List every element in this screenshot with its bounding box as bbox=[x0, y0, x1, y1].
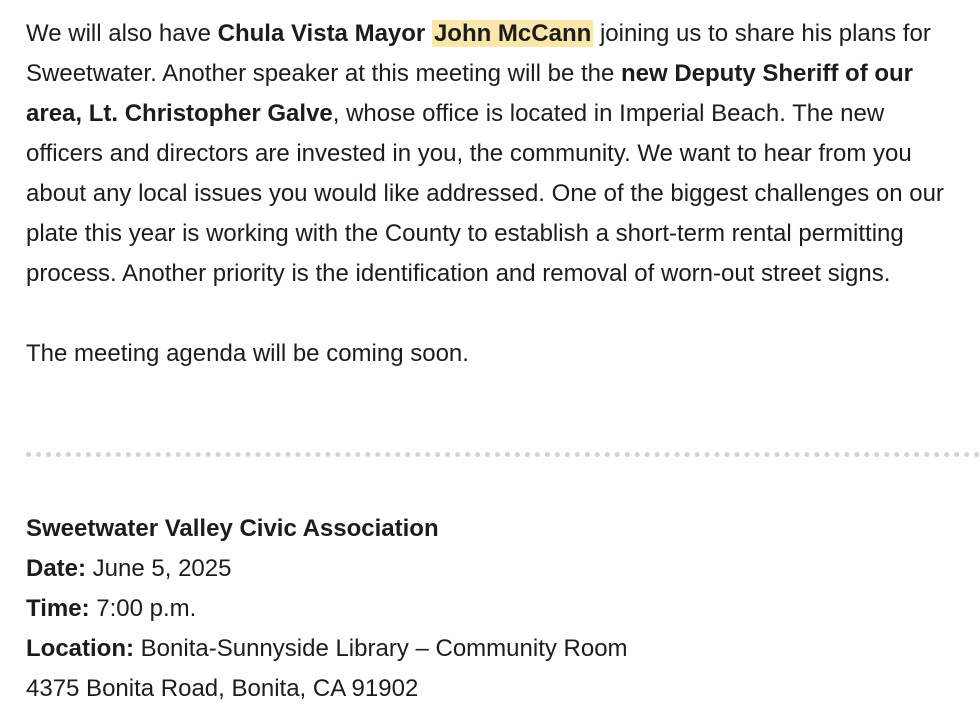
dotted-divider bbox=[26, 452, 980, 457]
deputy-sheriff-name: new Deputy Sheriff of our area, Lt. Christopher Galve bbox=[26, 60, 914, 127]
body-text-2: , whose office is located in Imperial Beach. The new officers and directors are invested in you, the community. We want to hear from you about any local issues you would like addressed. One of the biggest challenges on our plate this year is working with the County to establish a short-term rental permitting process. Another priority is the identification and removal of worn-out street signs. bbox=[26, 100, 944, 287]
time-label: Time: bbox=[26, 595, 90, 622]
announcement-body bbox=[26, 14, 966, 374]
spacer-text bbox=[425, 20, 432, 47]
highlighted-name: John McCann bbox=[433, 20, 592, 47]
body-text-1: joining us to share his plans for Sweetwater. Another speaker at this meeting will be the bbox=[26, 20, 931, 87]
agenda-note: The meeting agenda will be coming soon. bbox=[26, 340, 469, 367]
time-line bbox=[26, 589, 966, 629]
announcement-paragraph bbox=[26, 14, 966, 294]
meeting-details bbox=[26, 509, 966, 709]
mayor-title: Chula Vista Mayor bbox=[217, 20, 426, 47]
org-name bbox=[26, 509, 966, 549]
location-line bbox=[26, 629, 966, 669]
date-label: Date: bbox=[26, 555, 87, 582]
location-label: Location: bbox=[26, 635, 134, 662]
date-line bbox=[26, 549, 966, 589]
address-line: 4375 Bonita Road, Bonita, CA 91902 bbox=[26, 675, 419, 702]
location-value: Bonita-Sunnyside Library – Community Room bbox=[134, 635, 628, 662]
org-name-text: Sweetwater Valley Civic Association bbox=[26, 515, 439, 542]
intro-text: We will also have bbox=[26, 20, 218, 47]
paragraph-gap bbox=[26, 294, 966, 334]
date-value: June 5, 2025 bbox=[86, 555, 232, 582]
time-value: 7:00 p.m. bbox=[89, 595, 197, 622]
